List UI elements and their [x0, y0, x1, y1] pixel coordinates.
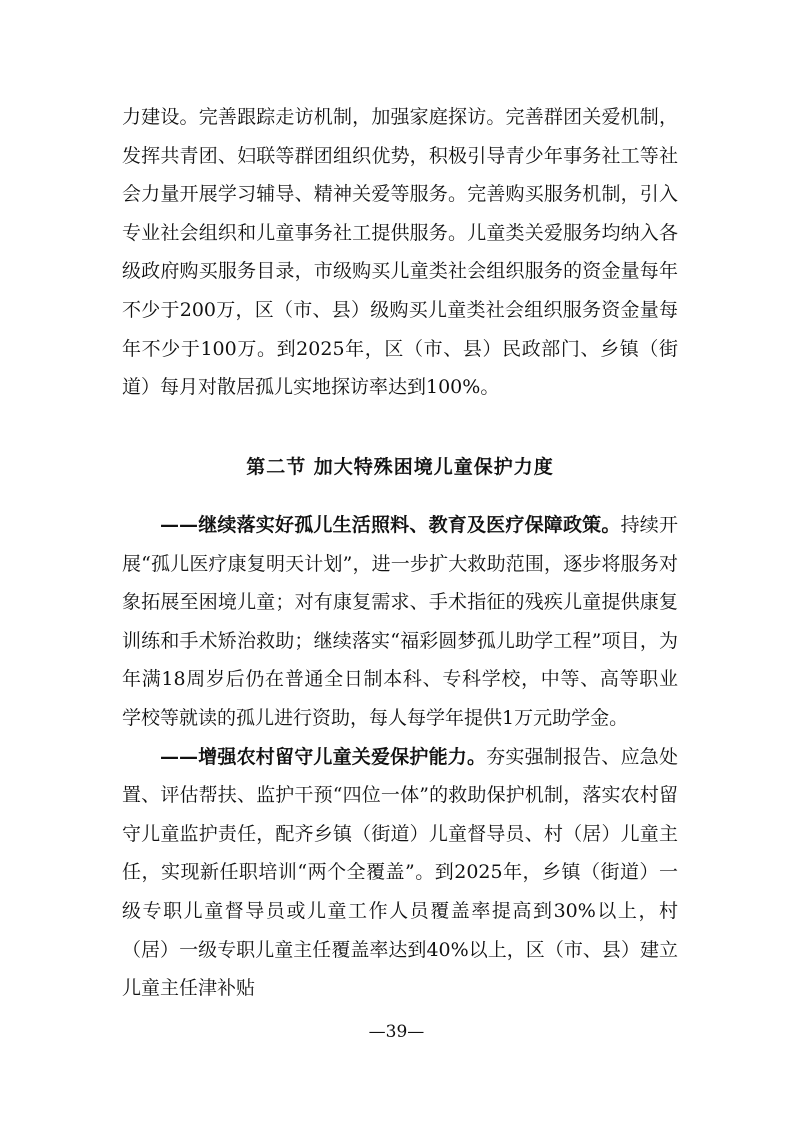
page-number: —39—: [368, 1022, 425, 1042]
paragraph-continued: [122, 98, 678, 407]
paragraph-left-behind-children: [122, 738, 678, 1008]
paragraph-lead: ——增强农村留守儿童关爱保护能力。: [160, 745, 487, 768]
paragraph-orphan-support: [122, 506, 678, 738]
paragraph-text: 力建设。完善跟踪走访机制，加强家庭探访。完善群团关爱机制，发挥共青团、妇联等群团组织优势，积极引导青少年事务社工等社会力量开展学习辅导、精神关爱等服务。完善购买服务机制，引入专业社会组织和儿童事务社工提供服务。儿童类关爱服务均纳入各级政府购买服务目录，市级购买儿童类社会组织服务的资金量每年不少于200万，区（市、县）级购买儿童类社会组织服务资金量每年不少于100万。到2025年，区（市、县）民政部门、乡镇（街道）每月对散居孤儿实地探访率达到100%。: [122, 106, 678, 399]
paragraph-lead: ——继续落实好孤儿生活照料、教育及医疗保障政策。: [160, 514, 621, 536]
paragraph-body: 夯实强制报告、应急处置、评估帮扶、监护干预“四位一体”的救助保护机制，落实农村留守儿童监护责任，配齐乡镇（街道）儿童督导员、村（居）儿童主任，实现新任职培训“两个全覆盖”。到2025年，乡镇（街道）一级专职儿童督导员或儿童工作人员覆盖率提高到30%以上，村（居）一级专职儿童主任覆盖率达到40%以上，区（市、县）建立儿童主任津补贴: [122, 745, 678, 1000]
body-paragraphs: [122, 506, 678, 1008]
paragraph-body: 持续开展“孤儿医疗康复明天计划”，进一步扩大救助范围，逐步将服务对象拓展至困境儿童；对有康复需求、手术指征的残疾儿童提供康复训练和手术矫治救助；继续落实“福彩圆梦孤儿助学工程”项目，为年满18周岁后仍在普通全日制本科、专科学校，中等、高等职业学校等就读的孤儿进行资助，每人每学年提供1万元助学金。: [122, 514, 678, 729]
section-heading: 第二节 加大特殊困境儿童保护力度: [246, 456, 554, 478]
